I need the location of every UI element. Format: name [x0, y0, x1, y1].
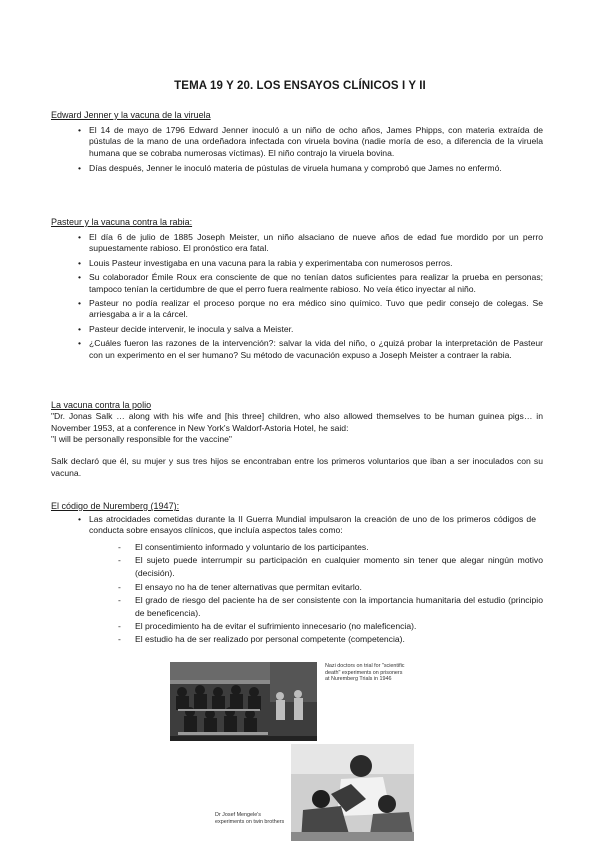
list-item: • Las atrocidades cometidas durante la II Guerra Mundial impulsaron la creación de uno de los primeros códigos de conducta sobre ensayos clínicos, que incluía aspectos tales como: — [78, 514, 536, 537]
list-item: - El sujeto puede interrumpir su participación en cualquier momento sin tener que alegar ningún motivo (decisión). — [118, 554, 543, 580]
list-item: - El estudio ha de ser realizado por personal competente (competencia). — [118, 633, 543, 646]
section-heading-nuremberg: El código de Nuremberg (1947): — [51, 501, 180, 511]
nuremberg-principles-list — [118, 541, 543, 647]
list-item: - El grado de riesgo del paciente ha de ser consistente con la importancia humanitaria del estudio (principio de beneficencia). — [118, 594, 543, 620]
mengele-photo-caption: Dr Josef Mengele's experiments on twin brothers — [215, 812, 285, 825]
list-item: • Pasteur decide intervenir, le inocula y salva a Meister. — [78, 324, 543, 335]
section-heading-polio: La vacuna contra la polio — [51, 400, 152, 410]
list-item: • ¿Cuáles fueron las razones de la intervención?: salvar la vida del niño, o ¿quizá probar la interpretación de Pasteur con un experimento en el ser humano? Su método de vacunación expuso a Joseph Meister a contraer la rabia. — [78, 338, 543, 361]
mengele-experiment-photo-illustration — [291, 744, 414, 841]
list-item: • Pasteur no podía realizar el proceso porque no era médico sino químico. Tuvo que pedir consejo de colegas. Se arriesgaba a ir a la cárcel. — [78, 298, 543, 321]
list-item: • El día 6 de julio de 1885 Joseph Meister, un niño alsaciano de nueve años de edad fue mordido por un perro supuestamente rabioso. El pronóstico era fatal. — [78, 232, 543, 255]
salk-paragraph: Salk declaró que él, su mujer y sus tres hijos se encontraban entre los primeros voluntarios que iban a ser inoculados con su vacuna. — [51, 456, 543, 478]
salk-quote-line: "I will be personally responsible for the vaccine" — [51, 434, 232, 444]
jenner-bullet-list — [78, 125, 543, 178]
pasteur-bullet-list — [78, 232, 543, 364]
nuremberg-bullet-list — [78, 514, 536, 540]
list-item: - El consentimiento informado y voluntario de los participantes. — [118, 541, 543, 554]
list-item: • El 14 de mayo de 1796 Edward Jenner inoculó a un niño de ocho años, James Phipps, con materia extraída de pústulas de la mano de una ordeñadora infectada con viruela bovina (nadie moría de eso, a diferencia de la viruela humana que se cobraba numerosas víctimas). El niño contrajo la viruela bovina. — [78, 125, 543, 159]
page-title: TEMA 19 Y 20. LOS ENSAYOS CLÍNICOS I Y II — [174, 80, 426, 92]
section-heading-pasteur: Pasteur y la vacuna contra la rabia: — [51, 217, 193, 227]
mengele-experiment-photo — [291, 744, 414, 841]
nuremberg-trial-photo-illustration — [170, 662, 317, 741]
list-item: • Louis Pasteur investigaba en una vacuna para la rabia y experimentaba con numerosos perros. — [78, 258, 543, 269]
list-item: - El procedimiento ha de evitar el sufrimiento innecesario (no maleficencia). — [118, 620, 543, 633]
trial-photo-caption: Nazi doctors on trial for "scientific death" experiments on prisoners at Nuremberg Trials in 1946 — [325, 663, 405, 683]
list-item: • Su colaborador Émile Roux era consciente de que no tenían datos suficientes para realizar la prueba en personas; tampoco tenían la certidumbre de que el perro fuera realmente rabioso. No veía ético inyectar al niño. — [78, 272, 543, 295]
salk-quote: "Dr. Jonas Salk … along with his wife and [his three] children, who also allowed themselves to be human guinea pigs… in November 1953, at a conference in New York's Waldorf-Astoria Hotel, he said: — [51, 411, 543, 433]
list-item: • Días después, Jenner le inoculó materia de pústulas de viruela humana y comprobó que James no enfermó. — [78, 163, 543, 174]
nuremberg-trial-photo — [170, 662, 317, 741]
list-item: - El ensayo no ha de tener alternativas que permitan evitarlo. — [118, 581, 543, 594]
section-heading-jenner: Edward Jenner y la vacuna de la viruela — [51, 110, 211, 120]
